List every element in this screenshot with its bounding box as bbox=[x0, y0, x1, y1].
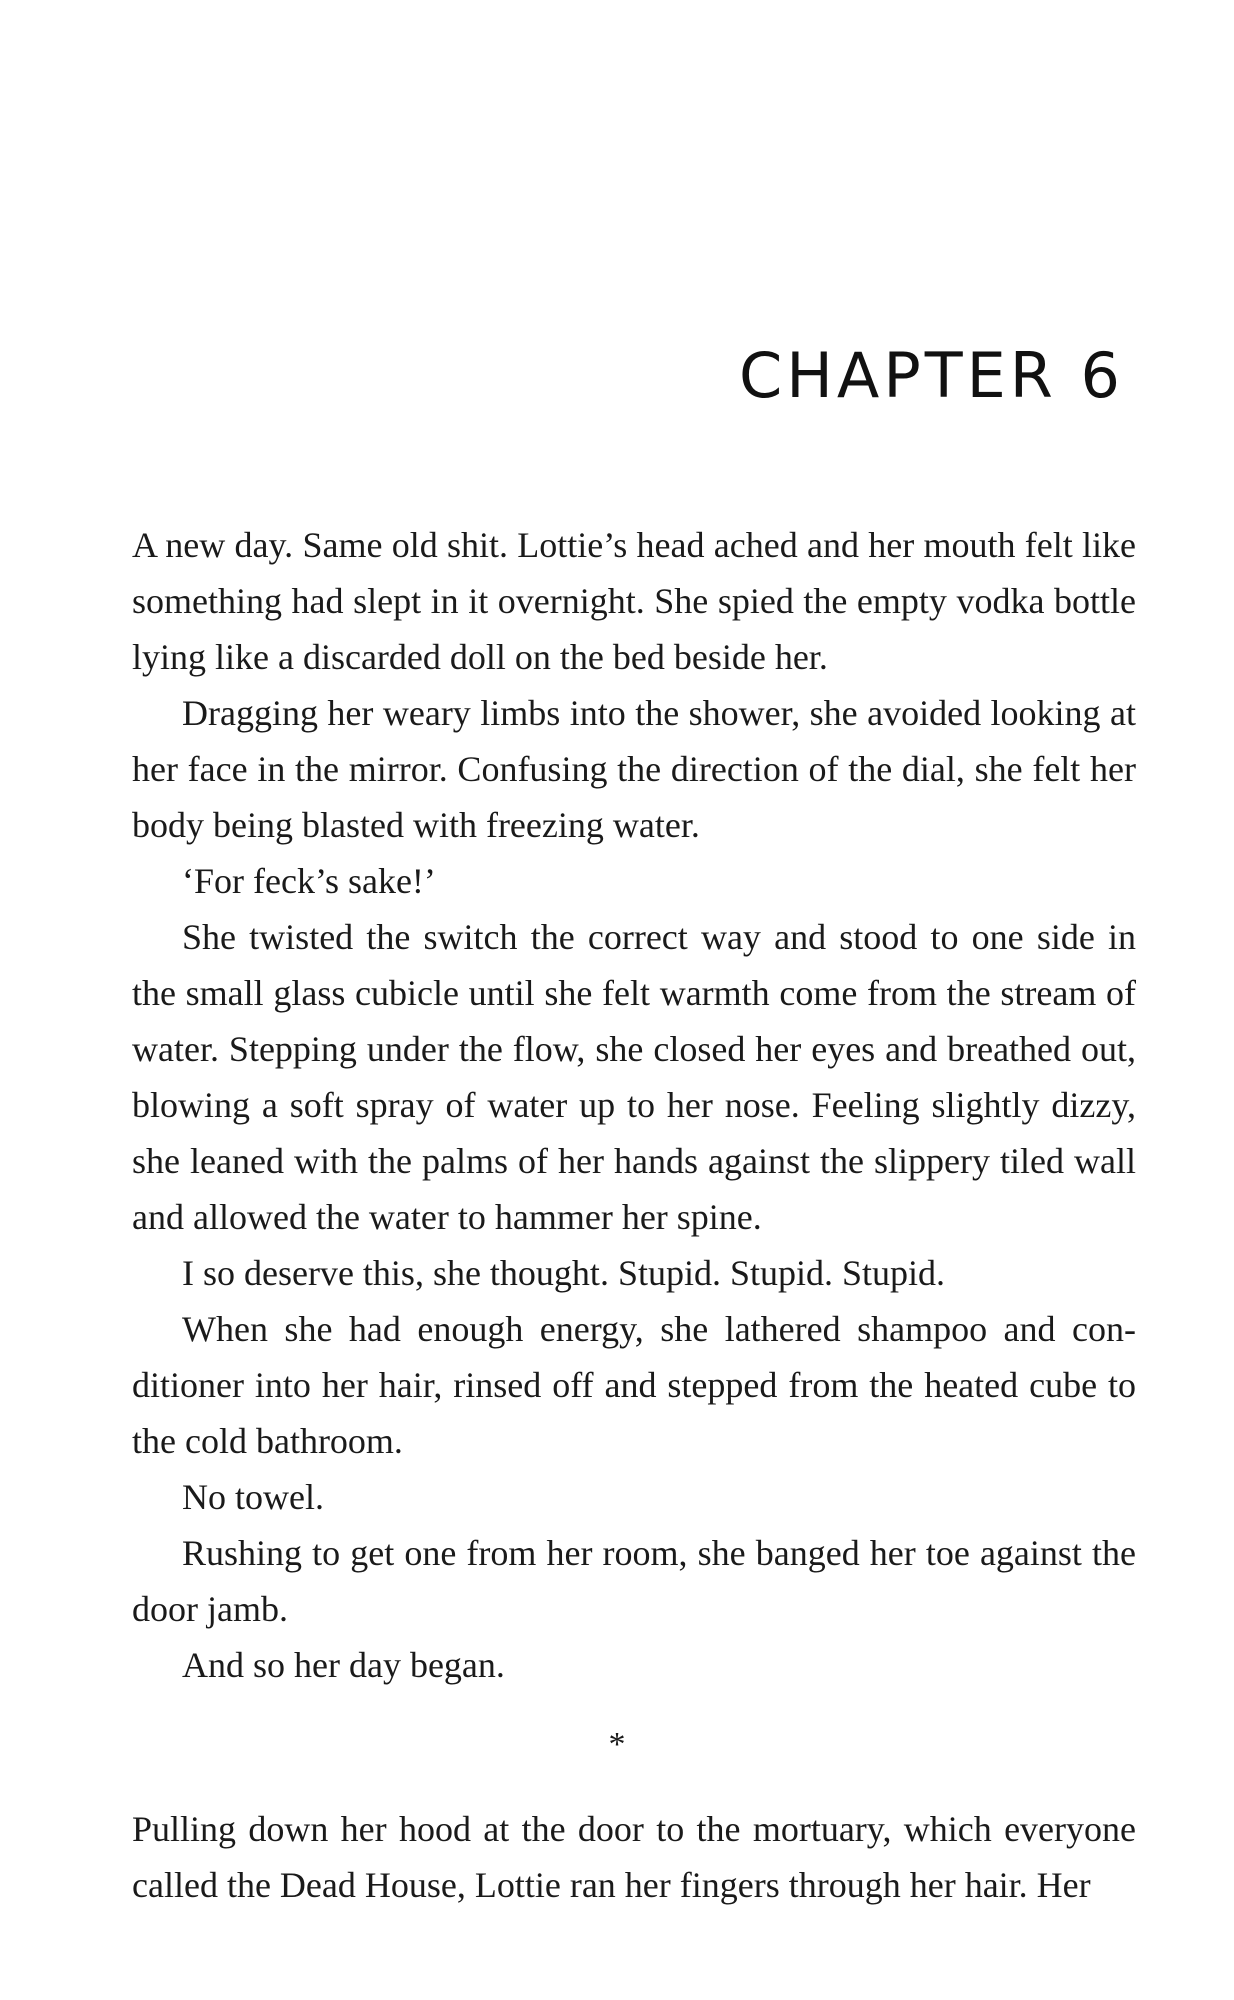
scene-break-asterisk: * bbox=[608, 1726, 626, 1763]
paragraph: She twisted the switch the correct way and stood to one side in the small glass cubicle until she felt warmth come from the stream of water. Stepping under the flow, she closed her eyes and breathed out, blowing a soft spray of water up to her nose. Feeling slightly dizzy, she leaned with the palms of her hands against the slippery tiled wall and allowed the water to hammer her spine. bbox=[132, 917, 1136, 1237]
paragraph: Dragging her weary limbs into the shower, she avoided looking at her face in the mirror. Confusing the direction of the dial, she felt her body being blasted with freezing water. bbox=[132, 693, 1136, 845]
chapter-heading: CHAPTER 6 bbox=[739, 339, 1124, 412]
paragraph: ‘For feck’s sake!’ bbox=[182, 861, 436, 901]
paragraph: Rushing to get one from her room, she banged her toe against the door jamb. bbox=[132, 1533, 1136, 1629]
paragraph: And so her day began. bbox=[182, 1645, 505, 1685]
paragraph: I so deserve this, she thought. Stupid. Stupid. Stupid. bbox=[182, 1253, 946, 1293]
paragraph: No towel. bbox=[182, 1477, 324, 1517]
chapter-body bbox=[132, 517, 1136, 1693]
paragraph: A new day. Same old shit. Lottie’s head ached and her mouth felt like something had slept in it overnight. She spied the empty vodka bottle lying like a discarded doll on the bed beside her. bbox=[132, 525, 1136, 677]
paragraph: When she had enough energy, she lathered shampoo and conditioner into her hair, rinsed off and stepped from the heated cube to the cold bathroom. bbox=[132, 1309, 1136, 1461]
paragraph: Pulling down her hood at the door to the mortuary, which everyone called the Dead House, Lottie ran her fingers through her hair. Her bbox=[132, 1809, 1136, 1905]
post-break-body bbox=[132, 1801, 1136, 1913]
